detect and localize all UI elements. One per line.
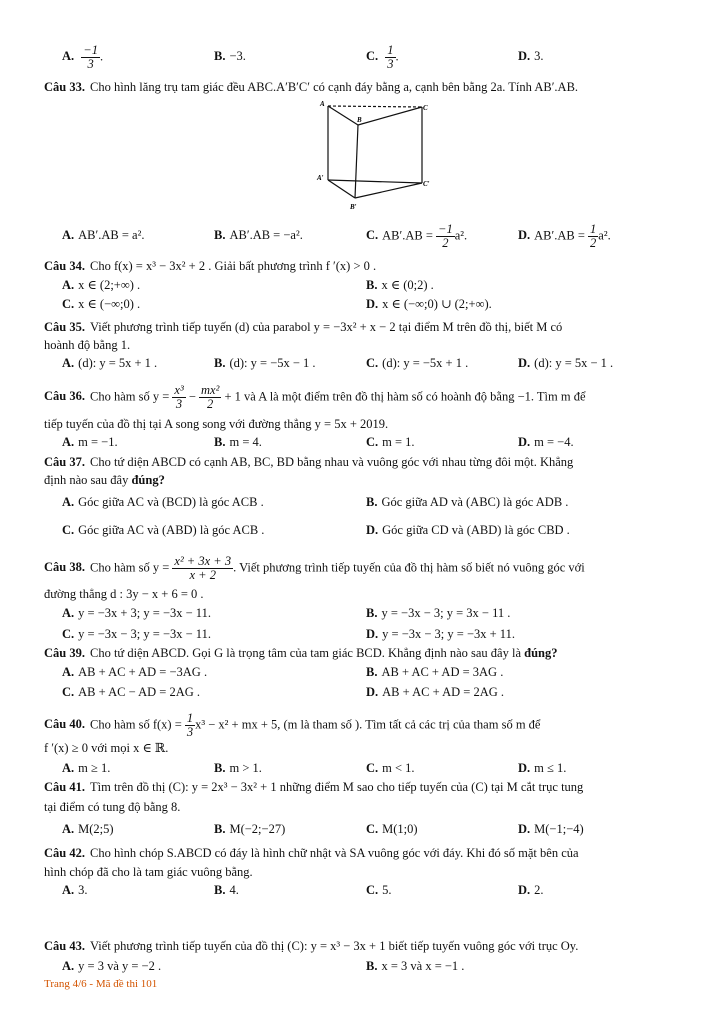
q39-option-a: A. AB + AC + AD = −3AG .: [62, 665, 208, 679]
q35-option-a: A. (d): y = 5x + 1 .: [62, 356, 158, 370]
q34-option-c: C. x ∈ (−∞;0) .: [62, 297, 141, 311]
q39-option-b: B. AB + AC + AD = 3AG .: [366, 665, 504, 679]
q36-stem-line1: Câu 36. Cho hàm số y = $\frac{\text{x³}}{3}$ − $\frac{\text{mx²}}{2}$ + 1 và A là một điểm trên đồ thị hàm số có hoành độ bằng −1. Tìm m để: [44, 383, 586, 411]
q41-stem-line1: Câu 41. Tìm trên đồ thị (C): y = 2x³ − 3x² + 1 những điểm M sao cho tiếp tuyến của (C) tại M cắt trục tung: [44, 780, 584, 794]
q41-option-b: B. M(−2;−27): [214, 822, 286, 836]
q35-option-d: D. (d): y = 5x − 1 .: [518, 356, 614, 370]
q41-stem-line2: tại điểm có tung độ bằng 8.: [44, 800, 181, 814]
page-footer: Trang 4/6 - Mã đề thi 101: [44, 978, 158, 990]
label-b: B: [357, 116, 362, 124]
q34-option-d: D. x ∈ (−∞;0) ∪ (2;+∞).: [366, 297, 492, 311]
q40-option-b: B. m > 1.: [214, 761, 262, 775]
q33-prism-figure: [310, 98, 440, 214]
q41-option-d: D. M(−1;−4): [518, 822, 584, 836]
q36-option-d: D. m = −4.: [518, 435, 574, 449]
label-a: A: [320, 100, 325, 108]
q37-option-c: C. Góc giữa AC và (ABD) là góc ACB .: [62, 523, 265, 537]
q38-stem-line1: Câu 38. Cho hàm số y = $\frac{\text{x² + 3x + 3}}{x + 2}$ . Viết phương trình tiếp tuyến của đồ thị hàm số biết nó vuông góc với: [44, 554, 585, 582]
q41-option-a: A. M(2;5): [62, 822, 114, 836]
q42-option-c: C. 5.: [366, 883, 392, 897]
q40-stem-line1: Câu 40. Cho hàm số f(x) = $\frac{1}{3}$ x³ − x² + mx + 5, (m là tham số ). Tìm tất cả các trị của tham số m để: [44, 711, 541, 739]
q40-option-a: A. m ≥ 1.: [62, 761, 111, 775]
q39-stem: Câu 39. Cho tứ diện ABCD. Gọi G là trọng tâm của tam giác BCD. Khẳng định nào sau đây là đúng?: [44, 646, 558, 660]
q39-option-d: D. AB + AC + AD = 2AG .: [366, 685, 505, 699]
q35-option-b: B. (d): y = −5x − 1 .: [214, 356, 316, 370]
q37-option-a: A. Góc giữa AC và (BCD) là góc ACB .: [62, 495, 264, 509]
q33-option-c: C. AB′.AB = $\frac{-1}{2}$ a².: [366, 222, 468, 250]
q40-option-c: C. m < 1.: [366, 761, 415, 775]
q43-option-a: A. y = 3 và y = −2 .: [62, 959, 162, 973]
q37-stem-line1: Câu 37. Cho tứ diện ABCD có cạnh AB, BC, BD bằng nhau và vuông góc với nhau từng đôi một. Khẳng: [44, 455, 574, 469]
q36-option-b: B. m = 4.: [214, 435, 262, 449]
label-c: C: [423, 104, 428, 112]
q36-option-c: C. m = 1.: [366, 435, 415, 449]
q38-option-c: C. y = −3x − 3; y = −3x − 11.: [62, 627, 211, 641]
q32-option-d: D. 3.: [518, 49, 544, 63]
q42-stem-line1: Câu 42. Cho hình chóp S.ABCD có đáy là hình chữ nhật và SA vuông góc với đáy. Khi đó số mặt bên của: [44, 846, 579, 860]
q37-option-b: B. Góc giữa AD và (ABC) là góc ADB .: [366, 495, 569, 509]
q38-option-a: A. y = −3x + 3; y = −3x − 11.: [62, 606, 211, 620]
q38-stem-line2: đường thẳng d : 3y − x + 6 = 0 .: [44, 587, 204, 601]
q34-option-b: B. x ∈ (0;2) .: [366, 278, 434, 292]
q39-option-c: C. AB + AC − AD = 2AG .: [62, 685, 201, 699]
q36-stem-line2: tiếp tuyến của đồ thị tại A song song với đường thẳng y = 5x + 2019.: [44, 417, 389, 431]
q33-option-d: D. AB′.AB = $\frac{1}{2}$ a².: [518, 222, 611, 250]
q38-option-b: B. y = −3x − 3; y = 3x − 11 .: [366, 606, 511, 620]
q35-stem-line1: Câu 35. Viết phương trình tiếp tuyến (d) của parabol y = −3x² + x − 2 tại điểm M trên đồ thị, biết M có: [44, 320, 563, 334]
label-b1: B′: [350, 203, 357, 211]
q43-option-b: B. x = 3 và x = −1 .: [366, 959, 465, 973]
label-a1: A′: [317, 174, 324, 182]
q33-stem: Câu 33. Cho hình lăng trụ tam giác đều ABC.A′B′C′ có cạnh đáy bằng a, cạnh bên bằng 2a. Tính AB′.AB.: [44, 80, 579, 94]
q42-option-b: B. 4.: [214, 883, 239, 897]
label-c1: C′: [423, 180, 430, 188]
q34-option-a: A. x ∈ (2;+∞) .: [62, 278, 141, 292]
q35-option-c: C. (d): y = −5x + 1 .: [366, 356, 469, 370]
q37-option-d: D. Góc giữa CD và (ABD) là góc CBD .: [366, 523, 570, 537]
q36-option-a: A. m = −1.: [62, 435, 118, 449]
q38-option-d: D. y = −3x − 3; y = −3x + 11.: [366, 627, 515, 641]
q40-stem-line2: f ′(x) ≥ 0 với mọi x ∈ ℝ.: [44, 741, 169, 755]
q33-option-b: B. AB′.AB = −a².: [214, 228, 303, 242]
q33-option-a: A. AB′.AB = a².: [62, 228, 145, 242]
q40-option-d: D. m ≤ 1.: [518, 761, 567, 775]
q32-option-a: A. $\frac{-1}{3}$ .: [62, 43, 104, 71]
q42-option-a: A. 3.: [62, 883, 88, 897]
q37-stem-line2: định nào sau đây đúng?: [44, 473, 165, 487]
q42-option-d: D. 2.: [518, 883, 544, 897]
q43-stem: Câu 43. Viết phương trình tiếp tuyến của đồ thị (C): y = x³ − 3x + 1 biết tiếp tuyến vuông góc với trục Oy.: [44, 939, 579, 953]
q41-option-c: C. M(1;0): [366, 822, 418, 836]
q42-stem-line2: hình chóp đã cho là tam giác vuông bằng.: [44, 865, 253, 879]
q32-option-c: C. $\frac{1}{3}$ .: [366, 43, 399, 71]
q35-stem-line2: hoành độ bằng 1.: [44, 338, 131, 352]
q32-option-b: B. −3.: [214, 49, 246, 63]
q34-stem: Câu 34. Cho f(x) = x³ − 3x² + 2 . Giải bất phương trình f ′(x) > 0 .: [44, 259, 377, 273]
